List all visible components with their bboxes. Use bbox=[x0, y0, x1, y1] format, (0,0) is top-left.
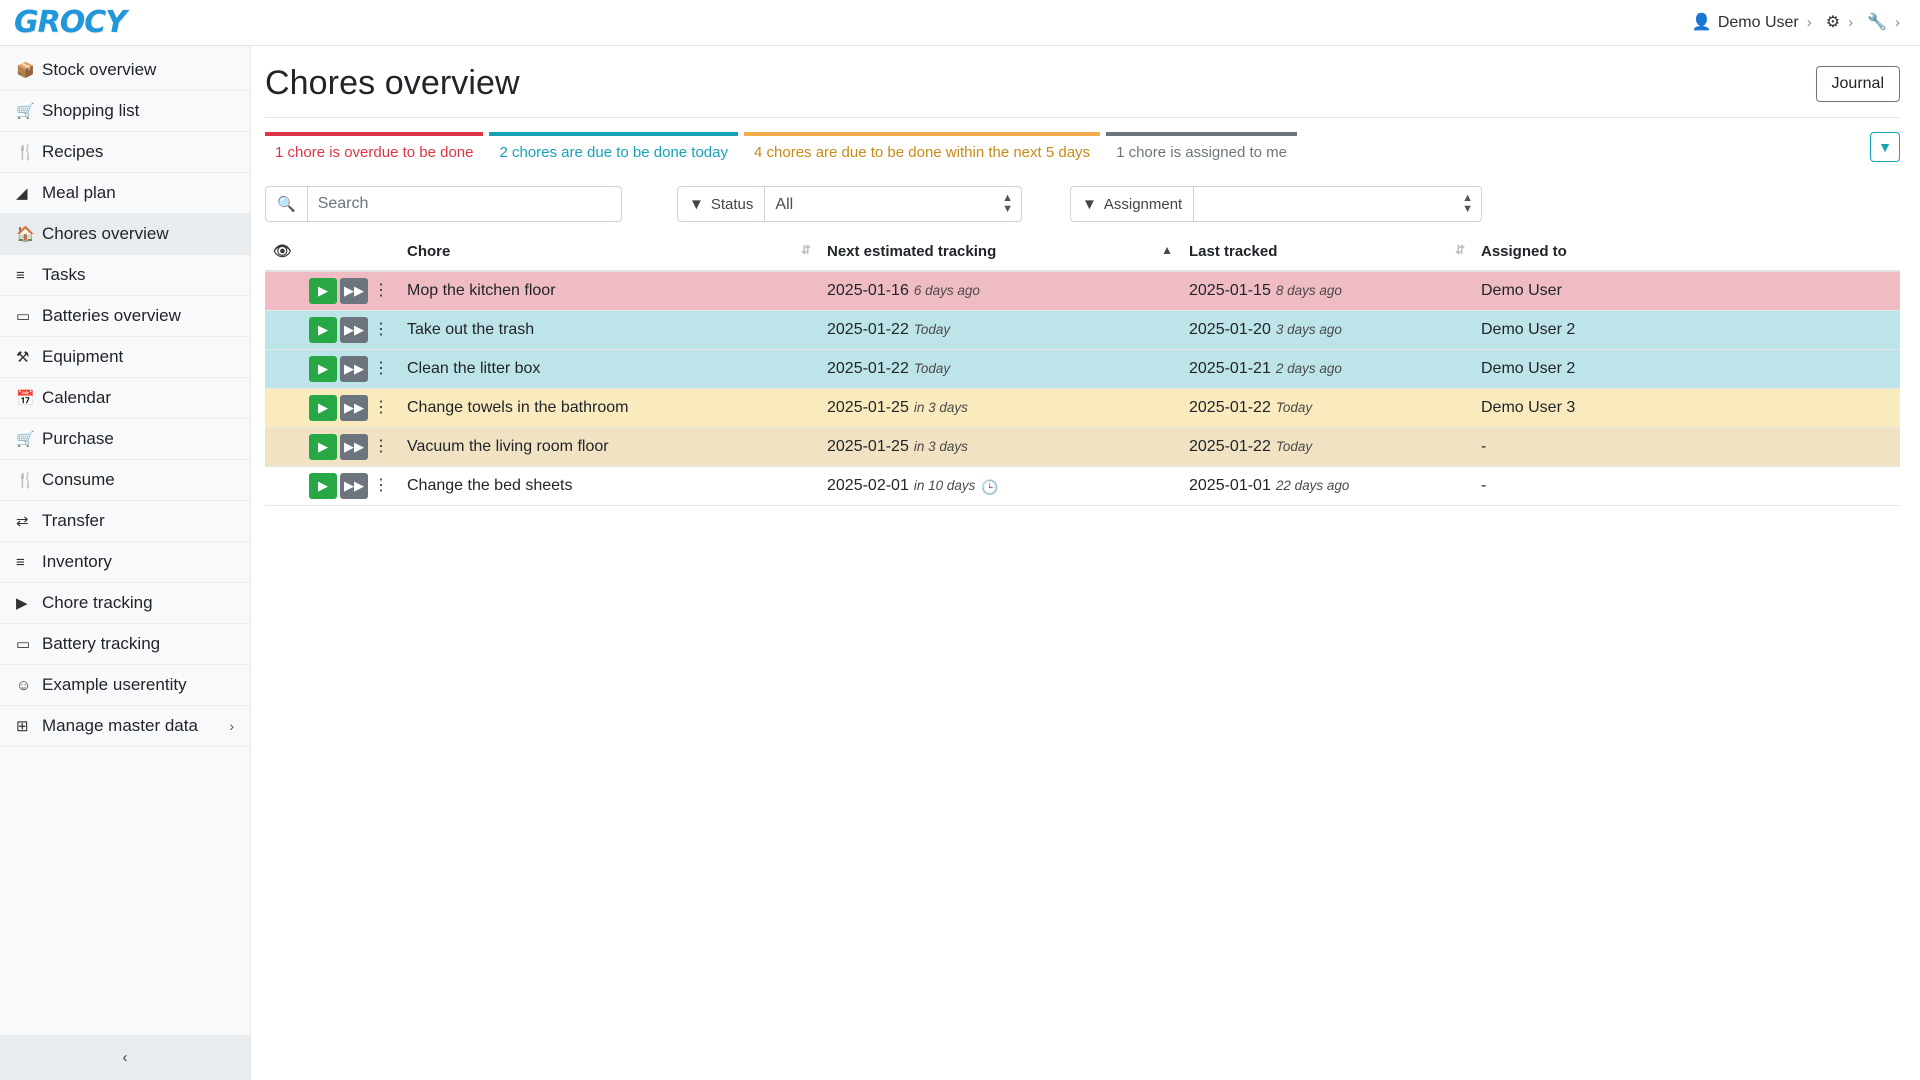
sidebar-item-shopping-list[interactable] bbox=[0, 91, 250, 132]
sidebar-item-manage-master-data[interactable] bbox=[0, 706, 250, 747]
chores-table bbox=[265, 236, 1900, 506]
tools-menu[interactable] bbox=[1861, 11, 1893, 35]
row-assigned-to: Demo User 2 bbox=[1473, 311, 1900, 350]
kebab-menu-icon: ⋮ bbox=[373, 321, 389, 339]
row-more-menu[interactable] bbox=[371, 317, 391, 343]
next-note: Today bbox=[913, 361, 951, 377]
status-tile-due-soon[interactable]: 4 chores are due to be done within the next 5 days bbox=[744, 132, 1100, 170]
assignment-filter-select[interactable] bbox=[1193, 186, 1482, 222]
sidebar-item-label: Battery tracking bbox=[42, 634, 161, 653]
row-assigned-to: - bbox=[1473, 467, 1900, 506]
sidebar-item-example-userentity[interactable] bbox=[0, 665, 250, 706]
row-last-tracked bbox=[1181, 350, 1473, 389]
settings-menu[interactable] bbox=[1820, 11, 1846, 35]
assignment-label-text: Assignment bbox=[1103, 195, 1183, 213]
funnel-icon: ▼ bbox=[1082, 195, 1097, 213]
kebab-menu-icon: ⋮ bbox=[373, 438, 389, 456]
last-date: 2025-01-21 bbox=[1189, 360, 1271, 378]
row-action-group bbox=[309, 473, 391, 499]
last-date: 2025-01-22 bbox=[1189, 399, 1271, 417]
chevron-right-icon: › bbox=[229, 718, 234, 734]
kebab-menu-icon: ⋮ bbox=[373, 282, 389, 300]
status-filter-select[interactable] bbox=[764, 186, 1022, 222]
row-eye-cell bbox=[265, 428, 301, 467]
column-assigned-label: Assigned to bbox=[1481, 243, 1567, 260]
sort-icon[interactable]: ⇵ bbox=[800, 243, 811, 257]
play-icon: ▶ bbox=[16, 595, 28, 612]
sidebar-item-label: Consume bbox=[42, 470, 115, 489]
table-row[interactable] bbox=[265, 350, 1900, 389]
status-tile-overdue[interactable]: 1 chore is overdue to be done bbox=[265, 132, 483, 170]
row-next-tracking bbox=[819, 311, 1181, 350]
sidebar-item-calendar[interactable] bbox=[0, 378, 250, 419]
sidebar-item-recipes[interactable] bbox=[0, 132, 250, 173]
row-chore-name: Clean the litter box bbox=[399, 350, 819, 389]
skip-chore-button[interactable] bbox=[340, 356, 368, 382]
row-last-tracked bbox=[1181, 389, 1473, 428]
track-chore-button[interactable] bbox=[309, 356, 337, 382]
track-chore-button[interactable] bbox=[309, 278, 337, 304]
sidebar-item-label: Chore tracking bbox=[42, 593, 153, 612]
status-filter-group bbox=[677, 186, 1022, 222]
chevron-updown-icon: ▲ ▼ bbox=[1462, 192, 1473, 215]
row-chore-name: Mop the kitchen floor bbox=[399, 271, 819, 311]
sidebar-item-label: Tasks bbox=[42, 265, 86, 284]
chevron-updown-icon: ▲ ▼ bbox=[1002, 192, 1013, 215]
row-chore-name: Take out the trash bbox=[399, 311, 819, 350]
row-last-tracked bbox=[1181, 467, 1473, 506]
eye-icon[interactable]: 👁 bbox=[273, 243, 293, 260]
fast-forward-icon: ▶▶ bbox=[344, 478, 364, 494]
clock-icon: 🕒 bbox=[981, 479, 999, 496]
play-icon: ▶ bbox=[318, 322, 328, 338]
sidebar-item-chores-overview[interactable] bbox=[0, 214, 250, 255]
search-input[interactable] bbox=[307, 186, 622, 222]
sidebar-item-label: Calendar bbox=[42, 388, 111, 407]
main-content bbox=[251, 46, 1920, 1080]
column-next-estimated-tracking[interactable] bbox=[819, 236, 1181, 271]
battery-icon: ▭ bbox=[16, 308, 31, 325]
fast-forward-icon: ▶▶ bbox=[344, 283, 364, 299]
last-note: 2 days ago bbox=[1275, 361, 1342, 377]
list-icon: ≡ bbox=[16, 266, 25, 284]
sidebar-item-label: Purchase bbox=[42, 429, 114, 448]
row-actions-cell bbox=[301, 350, 399, 389]
next-date: 2025-01-25 bbox=[827, 438, 909, 456]
row-chore-name: Vacuum the living room floor bbox=[399, 428, 819, 467]
sliders-icon: ⚙ bbox=[1825, 13, 1841, 31]
column-last-label: Last tracked bbox=[1189, 243, 1278, 260]
top-bar bbox=[0, 0, 1920, 46]
row-next-tracking bbox=[819, 271, 1181, 311]
table-row[interactable] bbox=[265, 311, 1900, 350]
transfer-icon: ⇄ bbox=[16, 513, 29, 530]
track-chore-button[interactable] bbox=[309, 473, 337, 499]
user-icon: 👤 bbox=[1691, 13, 1712, 31]
row-action-group bbox=[309, 434, 391, 460]
row-actions-cell bbox=[301, 389, 399, 428]
sidebar-item-battery-tracking[interactable] bbox=[0, 624, 250, 665]
sidebar-item-chore-tracking[interactable] bbox=[0, 583, 250, 624]
skip-chore-button[interactable] bbox=[340, 434, 368, 460]
brand-name: GROCY bbox=[14, 4, 126, 40]
search-icon: 🔍 bbox=[277, 196, 296, 213]
table-row[interactable] bbox=[265, 271, 1900, 311]
next-date: 2025-01-25 bbox=[827, 399, 909, 417]
sidebar-item-batteries-overview[interactable] bbox=[0, 296, 250, 337]
last-note: 3 days ago bbox=[1275, 322, 1342, 338]
table-body bbox=[265, 271, 1900, 506]
next-date: 2025-01-22 bbox=[827, 321, 909, 339]
chevron-right-icon-tools: › bbox=[1895, 14, 1900, 31]
row-more-menu[interactable] bbox=[371, 278, 391, 304]
column-eye[interactable] bbox=[265, 236, 301, 271]
sidebar-item-label: Manage master data bbox=[42, 716, 198, 735]
sidebar-item-label: Equipment bbox=[42, 347, 124, 366]
sidebar-item-label: Meal plan bbox=[42, 183, 116, 202]
row-eye-cell bbox=[265, 467, 301, 506]
sidebar-item-label: Chores overview bbox=[42, 224, 169, 243]
row-eye-cell bbox=[265, 311, 301, 350]
next-note: in 3 days bbox=[913, 439, 968, 455]
chevron-right-icon-settings: › bbox=[1848, 14, 1854, 31]
sidebar-item-consume[interactable] bbox=[0, 460, 250, 501]
search-icon-addon bbox=[265, 186, 307, 222]
row-more-menu[interactable] bbox=[371, 434, 391, 460]
sidebar-item-label: Recipes bbox=[42, 142, 104, 161]
kebab-menu-icon: ⋮ bbox=[373, 360, 389, 378]
track-chore-button[interactable] bbox=[309, 317, 337, 343]
row-next-tracking bbox=[819, 467, 1181, 506]
sidebar-item-stock-overview[interactable] bbox=[0, 50, 250, 91]
row-last-tracked bbox=[1181, 271, 1473, 311]
column-chore[interactable] bbox=[399, 236, 819, 271]
table-row[interactable] bbox=[265, 389, 1900, 428]
sidebar bbox=[0, 46, 251, 1080]
status-tile-due-today[interactable]: 2 chores are due to be done today bbox=[489, 132, 738, 170]
sidebar-item-meal-plan[interactable] bbox=[0, 173, 250, 214]
sidebar-item-equipment[interactable] bbox=[0, 337, 250, 378]
row-assigned-to: - bbox=[1473, 428, 1900, 467]
sidebar-item-transfer[interactable] bbox=[0, 501, 250, 542]
sidebar-item-label: Shopping list bbox=[42, 101, 140, 120]
tools-icon: ⚒ bbox=[16, 349, 30, 366]
top-bar-actions bbox=[1686, 10, 1920, 36]
next-note: 6 days ago bbox=[913, 283, 980, 299]
sidebar-item-label: Batteries overview bbox=[42, 306, 181, 325]
journal-button[interactable]: Journal bbox=[1816, 66, 1900, 102]
next-note: Today bbox=[913, 322, 951, 338]
sidebar-item-purchase[interactable] bbox=[0, 419, 250, 460]
sort-icon-asc[interactable]: ▲ bbox=[1161, 243, 1173, 257]
row-action-group bbox=[309, 317, 391, 343]
play-icon: ▶ bbox=[318, 283, 328, 299]
table-header bbox=[265, 236, 1900, 271]
row-more-menu[interactable] bbox=[371, 473, 391, 499]
last-date: 2025-01-20 bbox=[1189, 321, 1271, 339]
row-more-menu[interactable] bbox=[371, 356, 391, 382]
row-chore-name: Change the bed sheets bbox=[399, 467, 819, 506]
sidebar-item-label: Inventory bbox=[42, 552, 112, 571]
column-next-label: Next estimated tracking bbox=[827, 243, 997, 260]
sidebar-item-label: Stock overview bbox=[42, 60, 157, 79]
row-next-tracking bbox=[819, 389, 1181, 428]
last-note: Today bbox=[1275, 400, 1313, 416]
skip-chore-button[interactable] bbox=[340, 473, 368, 499]
track-chore-button[interactable] bbox=[309, 395, 337, 421]
kebab-menu-icon: ⋮ bbox=[373, 399, 389, 417]
calendar-icon: 📅 bbox=[16, 390, 35, 407]
skip-chore-button[interactable] bbox=[340, 395, 368, 421]
table-row[interactable] bbox=[265, 428, 1900, 467]
next-note: in 10 days bbox=[913, 478, 976, 494]
page-title: Chores overview bbox=[265, 64, 520, 102]
row-eye-cell bbox=[265, 389, 301, 428]
assignment-filter-group bbox=[1070, 186, 1482, 222]
chevron-right-icon-user: › bbox=[1806, 14, 1812, 31]
row-chore-name: Change towels in the bathroom bbox=[399, 389, 819, 428]
play-icon: ▶ bbox=[318, 361, 328, 377]
row-actions-cell bbox=[301, 467, 399, 506]
row-action-group bbox=[309, 278, 391, 304]
sidebar-item-tasks[interactable] bbox=[0, 255, 250, 296]
last-date: 2025-01-01 bbox=[1189, 477, 1271, 495]
filter-toggle-button[interactable] bbox=[1870, 132, 1900, 162]
row-last-tracked bbox=[1181, 428, 1473, 467]
sidebar-item-inventory[interactable] bbox=[0, 542, 250, 583]
row-action-group bbox=[309, 395, 391, 421]
last-note: Today bbox=[1275, 439, 1313, 455]
last-date: 2025-01-22 bbox=[1189, 438, 1271, 456]
cart-icon: 🛒 bbox=[16, 431, 35, 448]
cart-icon: 🛒 bbox=[16, 103, 35, 120]
cutlery-icon: 🍴 bbox=[16, 144, 35, 161]
status-tile-assigned-to-me[interactable]: 1 chore is assigned to me bbox=[1106, 132, 1297, 170]
chart-icon: ◢ bbox=[16, 185, 28, 202]
page-header bbox=[265, 64, 1900, 118]
sidebar-item-label: Transfer bbox=[42, 511, 105, 530]
funnel-icon: ▼ bbox=[689, 195, 704, 213]
next-date: 2025-02-01 bbox=[827, 477, 909, 495]
status-label-text: Status bbox=[710, 195, 754, 213]
fast-forward-icon: ▶▶ bbox=[344, 400, 364, 416]
row-action-group bbox=[309, 356, 391, 382]
fast-forward-icon: ▶▶ bbox=[344, 322, 364, 338]
row-actions-cell bbox=[301, 271, 399, 311]
cutlery-icon: 🍴 bbox=[16, 472, 35, 489]
wrench-icon: 🔧 bbox=[1867, 13, 1887, 31]
row-eye-cell bbox=[265, 350, 301, 389]
row-more-menu[interactable] bbox=[371, 395, 391, 421]
play-icon: ▶ bbox=[318, 478, 328, 494]
sidebar-collapse-button[interactable] bbox=[0, 1035, 250, 1080]
home-icon: 🏠 bbox=[16, 226, 35, 243]
track-chore-button[interactable] bbox=[309, 434, 337, 460]
last-note: 8 days ago bbox=[1275, 283, 1342, 299]
sort-icon[interactable]: ⇵ bbox=[1454, 243, 1465, 257]
row-assigned-to: Demo User 3 bbox=[1473, 389, 1900, 428]
table-row[interactable] bbox=[265, 467, 1900, 506]
list-icon: ≡ bbox=[16, 553, 25, 571]
page-body bbox=[0, 46, 1920, 1080]
smiley-icon: ☺ bbox=[16, 676, 32, 694]
next-note: in 3 days bbox=[913, 400, 968, 416]
row-eye-cell bbox=[265, 271, 301, 311]
row-actions-cell bbox=[301, 428, 399, 467]
battery-icon: ▭ bbox=[16, 636, 31, 653]
brand-logo[interactable] bbox=[0, 0, 251, 45]
grid-icon: ⊞ bbox=[16, 718, 29, 735]
user-menu[interactable] bbox=[1686, 10, 1805, 36]
last-date: 2025-01-15 bbox=[1189, 282, 1271, 300]
fast-forward-icon: ▶▶ bbox=[344, 439, 364, 455]
column-chore-label: Chore bbox=[407, 243, 451, 260]
filter-bar bbox=[265, 186, 1900, 236]
box-icon: 📦 bbox=[16, 62, 35, 79]
row-assigned-to: Demo User bbox=[1473, 271, 1900, 311]
status-tiles bbox=[265, 132, 1900, 170]
sidebar-item-label: Example userentity bbox=[42, 675, 187, 694]
search-group bbox=[265, 186, 622, 222]
play-icon: ▶ bbox=[318, 400, 328, 416]
kebab-menu-icon: ⋮ bbox=[373, 477, 389, 495]
user-name: Demo User bbox=[1717, 13, 1799, 31]
assignment-filter-label bbox=[1070, 186, 1193, 222]
funnel-icon: ▼ bbox=[1878, 139, 1892, 155]
row-actions-cell bbox=[301, 311, 399, 350]
column-actions bbox=[301, 236, 399, 271]
column-last-tracked[interactable] bbox=[1181, 236, 1473, 271]
row-next-tracking bbox=[819, 428, 1181, 467]
play-icon: ▶ bbox=[318, 439, 328, 455]
status-filter-label bbox=[677, 186, 764, 222]
next-date: 2025-01-22 bbox=[827, 360, 909, 378]
skip-chore-button[interactable] bbox=[340, 278, 368, 304]
table-header-row bbox=[265, 236, 1900, 271]
row-next-tracking bbox=[819, 350, 1181, 389]
column-assigned-to[interactable] bbox=[1473, 236, 1900, 271]
row-last-tracked bbox=[1181, 311, 1473, 350]
fast-forward-icon: ▶▶ bbox=[344, 361, 364, 377]
last-note: 22 days ago bbox=[1275, 478, 1350, 494]
skip-chore-button[interactable] bbox=[340, 317, 368, 343]
row-assigned-to: Demo User 2 bbox=[1473, 350, 1900, 389]
chevron-left-icon: ‹ bbox=[122, 1049, 128, 1066]
next-date: 2025-01-16 bbox=[827, 282, 909, 300]
